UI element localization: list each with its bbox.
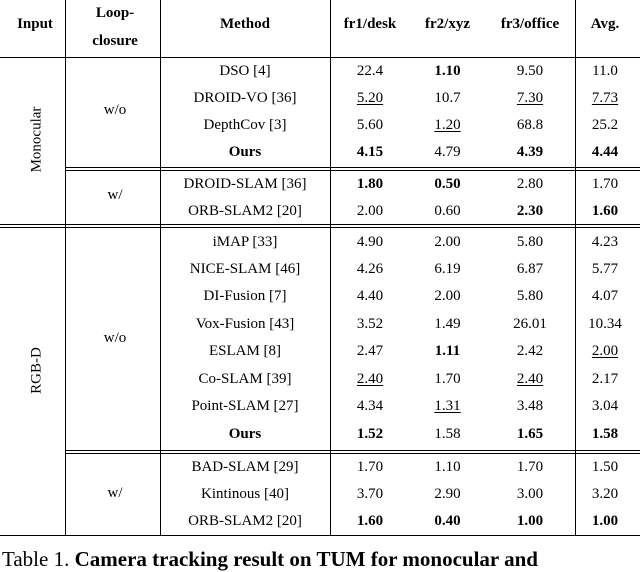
method-cell: DepthCov [3]: [203, 117, 287, 133]
fr2-cell: 2.00: [434, 288, 461, 304]
method-cell: Kintinous [40]: [201, 486, 289, 502]
fr1-cell: 5.20: [356, 90, 384, 106]
method-cell: Ours: [228, 426, 262, 442]
fr2-cell: 1.31: [434, 398, 461, 414]
group-label-rgbd-wo: w/o: [103, 330, 127, 346]
avg-cell: 3.04: [591, 398, 619, 414]
fr2-cell: 0.50: [434, 176, 461, 192]
group-label-mono-w: w/: [107, 187, 123, 203]
avg-cell: 10.34: [588, 316, 622, 332]
fr3-cell: 6.87: [516, 261, 544, 277]
header-input: Input: [17, 16, 53, 32]
fr2-cell: 0.40: [434, 513, 461, 529]
avg-cell: 1.00: [591, 513, 619, 529]
caption: [2, 546, 538, 572]
avg-cell: 1.50: [591, 459, 619, 475]
avg-cell: 11.0: [592, 63, 618, 79]
header-rule: [0, 57, 640, 58]
header-loop-closure-line1: Loop-: [95, 5, 135, 21]
section-rule-b: [0, 227, 640, 228]
group-label-rgbd-w: w/: [107, 485, 123, 501]
fr3-cell: 26.01: [513, 316, 547, 332]
caption-prefix: Table 1.: [2, 547, 70, 571]
fr1-cell: 5.60: [356, 117, 384, 133]
fr3-cell: 7.30: [516, 90, 544, 106]
fr2-cell: 10.7: [434, 90, 461, 106]
bottom-rule: [0, 535, 640, 536]
mono-mid-rule-b: [65, 170, 640, 171]
fr1-cell: 2.40: [356, 371, 384, 387]
fr3-cell: 1.00: [516, 513, 544, 529]
method-cell: Vox-Fusion [43]: [195, 316, 295, 332]
fr1-cell: 1.70: [356, 459, 384, 475]
fr3-cell: 4.39: [516, 144, 544, 160]
method-cell: Point-SLAM [27]: [191, 398, 299, 414]
method-cell: Ours: [228, 144, 262, 160]
method-cell: DI-Fusion [7]: [203, 288, 287, 304]
avg-cell: 3.20: [591, 486, 619, 502]
method-cell: DROID-VO [36]: [193, 90, 297, 106]
fr2-cell: 1.10: [434, 63, 461, 79]
fr1-cell: 4.40: [356, 288, 384, 304]
avg-cell: 1.70: [591, 176, 619, 192]
fr2-cell: 6.19: [434, 261, 461, 277]
fr2-cell: 4.79: [434, 144, 461, 160]
fr2-cell: 2.90: [434, 486, 461, 502]
method-cell: ORB-SLAM2 [20]: [188, 513, 302, 529]
fr1-cell: 1.52: [356, 426, 384, 442]
method-cell: Co-SLAM [39]: [198, 371, 292, 387]
fr3-cell: 2.80: [516, 176, 544, 192]
avg-cell: 4.07: [591, 288, 619, 304]
fr1-cell: 4.34: [356, 398, 384, 414]
section-rule-a: [0, 224, 640, 225]
method-cell: BAD-SLAM [29]: [191, 459, 299, 475]
fr2-cell: 2.00: [434, 234, 461, 250]
fr3-cell: 68.8: [516, 117, 544, 133]
fr2-cell: 1.49: [434, 316, 461, 332]
fr3-cell: 2.40: [516, 371, 544, 387]
header-fr1-desk: fr1/desk: [343, 16, 397, 32]
method-cell: iMAP [33]: [212, 234, 278, 250]
rgbd-mid-rule-a: [65, 450, 640, 451]
avg-cell: 1.60: [591, 203, 619, 219]
fr2-cell: 1.70: [434, 371, 461, 387]
fr1-cell: 4.15: [356, 144, 384, 160]
method-cell: ORB-SLAM2 [20]: [188, 203, 302, 219]
header-loop-closure-line2: closure: [92, 33, 138, 49]
fr1-cell: 1.60: [356, 513, 384, 529]
header-fr3-office: fr3/office: [500, 16, 560, 32]
fr2-cell: 1.11: [434, 343, 461, 359]
section-monocular-label: Monocular: [28, 106, 45, 173]
avg-cell: 5.77: [591, 261, 619, 277]
method-cell: NICE-SLAM [46]: [189, 261, 301, 277]
method-cell: DSO [4]: [219, 63, 271, 79]
avg-cell: 25.2: [591, 117, 619, 133]
fr3-cell: 1.65: [516, 426, 544, 442]
avg-cell: 4.44: [591, 144, 619, 160]
fr3-cell: 3.00: [516, 486, 544, 502]
fr1-cell: 2.00: [356, 203, 384, 219]
fr1-cell: 4.90: [356, 234, 384, 250]
group-label-mono-wo: w/o: [103, 102, 127, 118]
fr2-cell: 1.20: [434, 117, 461, 133]
method-cell: DROID-SLAM [36]: [183, 176, 307, 192]
fr1-cell: 1.80: [356, 176, 384, 192]
mono-mid-rule-a: [65, 167, 640, 168]
method-cell: ESLAM [8]: [208, 343, 282, 359]
fr3-cell: 2.42: [516, 343, 544, 359]
fr1-cell: 4.26: [356, 261, 384, 277]
header-fr2-xyz: fr2/xyz: [425, 16, 470, 32]
fr1-cell: 3.70: [356, 486, 384, 502]
fr3-cell: 3.48: [516, 398, 544, 414]
avg-cell: 4.23: [591, 234, 619, 250]
fr3-cell: 5.80: [516, 234, 544, 250]
avg-cell: 1.58: [591, 426, 619, 442]
section-rgbd-label: RGB-D: [28, 347, 45, 394]
caption-bold-text: Camera tracking result on TUM for monocular and: [74, 547, 538, 571]
fr3-cell: 1.70: [516, 459, 544, 475]
fr1-cell: 22.4: [356, 63, 384, 79]
fr1-cell: 3.52: [356, 316, 384, 332]
avg-cell: 2.17: [591, 371, 619, 387]
header-avg: Avg.: [590, 16, 620, 32]
header-method: Method: [220, 16, 270, 32]
fr3-cell: 5.80: [516, 288, 544, 304]
avg-cell: 2.00: [591, 343, 619, 359]
fr3-cell: 2.30: [516, 203, 544, 219]
vrule-input: [65, 0, 66, 535]
fr1-cell: 2.47: [356, 343, 384, 359]
rgbd-mid-rule-b: [65, 453, 640, 454]
fr2-cell: 1.10: [434, 459, 461, 475]
fr3-cell: 9.50: [516, 63, 544, 79]
fr2-cell: 1.58: [434, 426, 461, 442]
avg-cell: 7.73: [591, 90, 619, 106]
fr2-cell: 0.60: [434, 203, 461, 219]
